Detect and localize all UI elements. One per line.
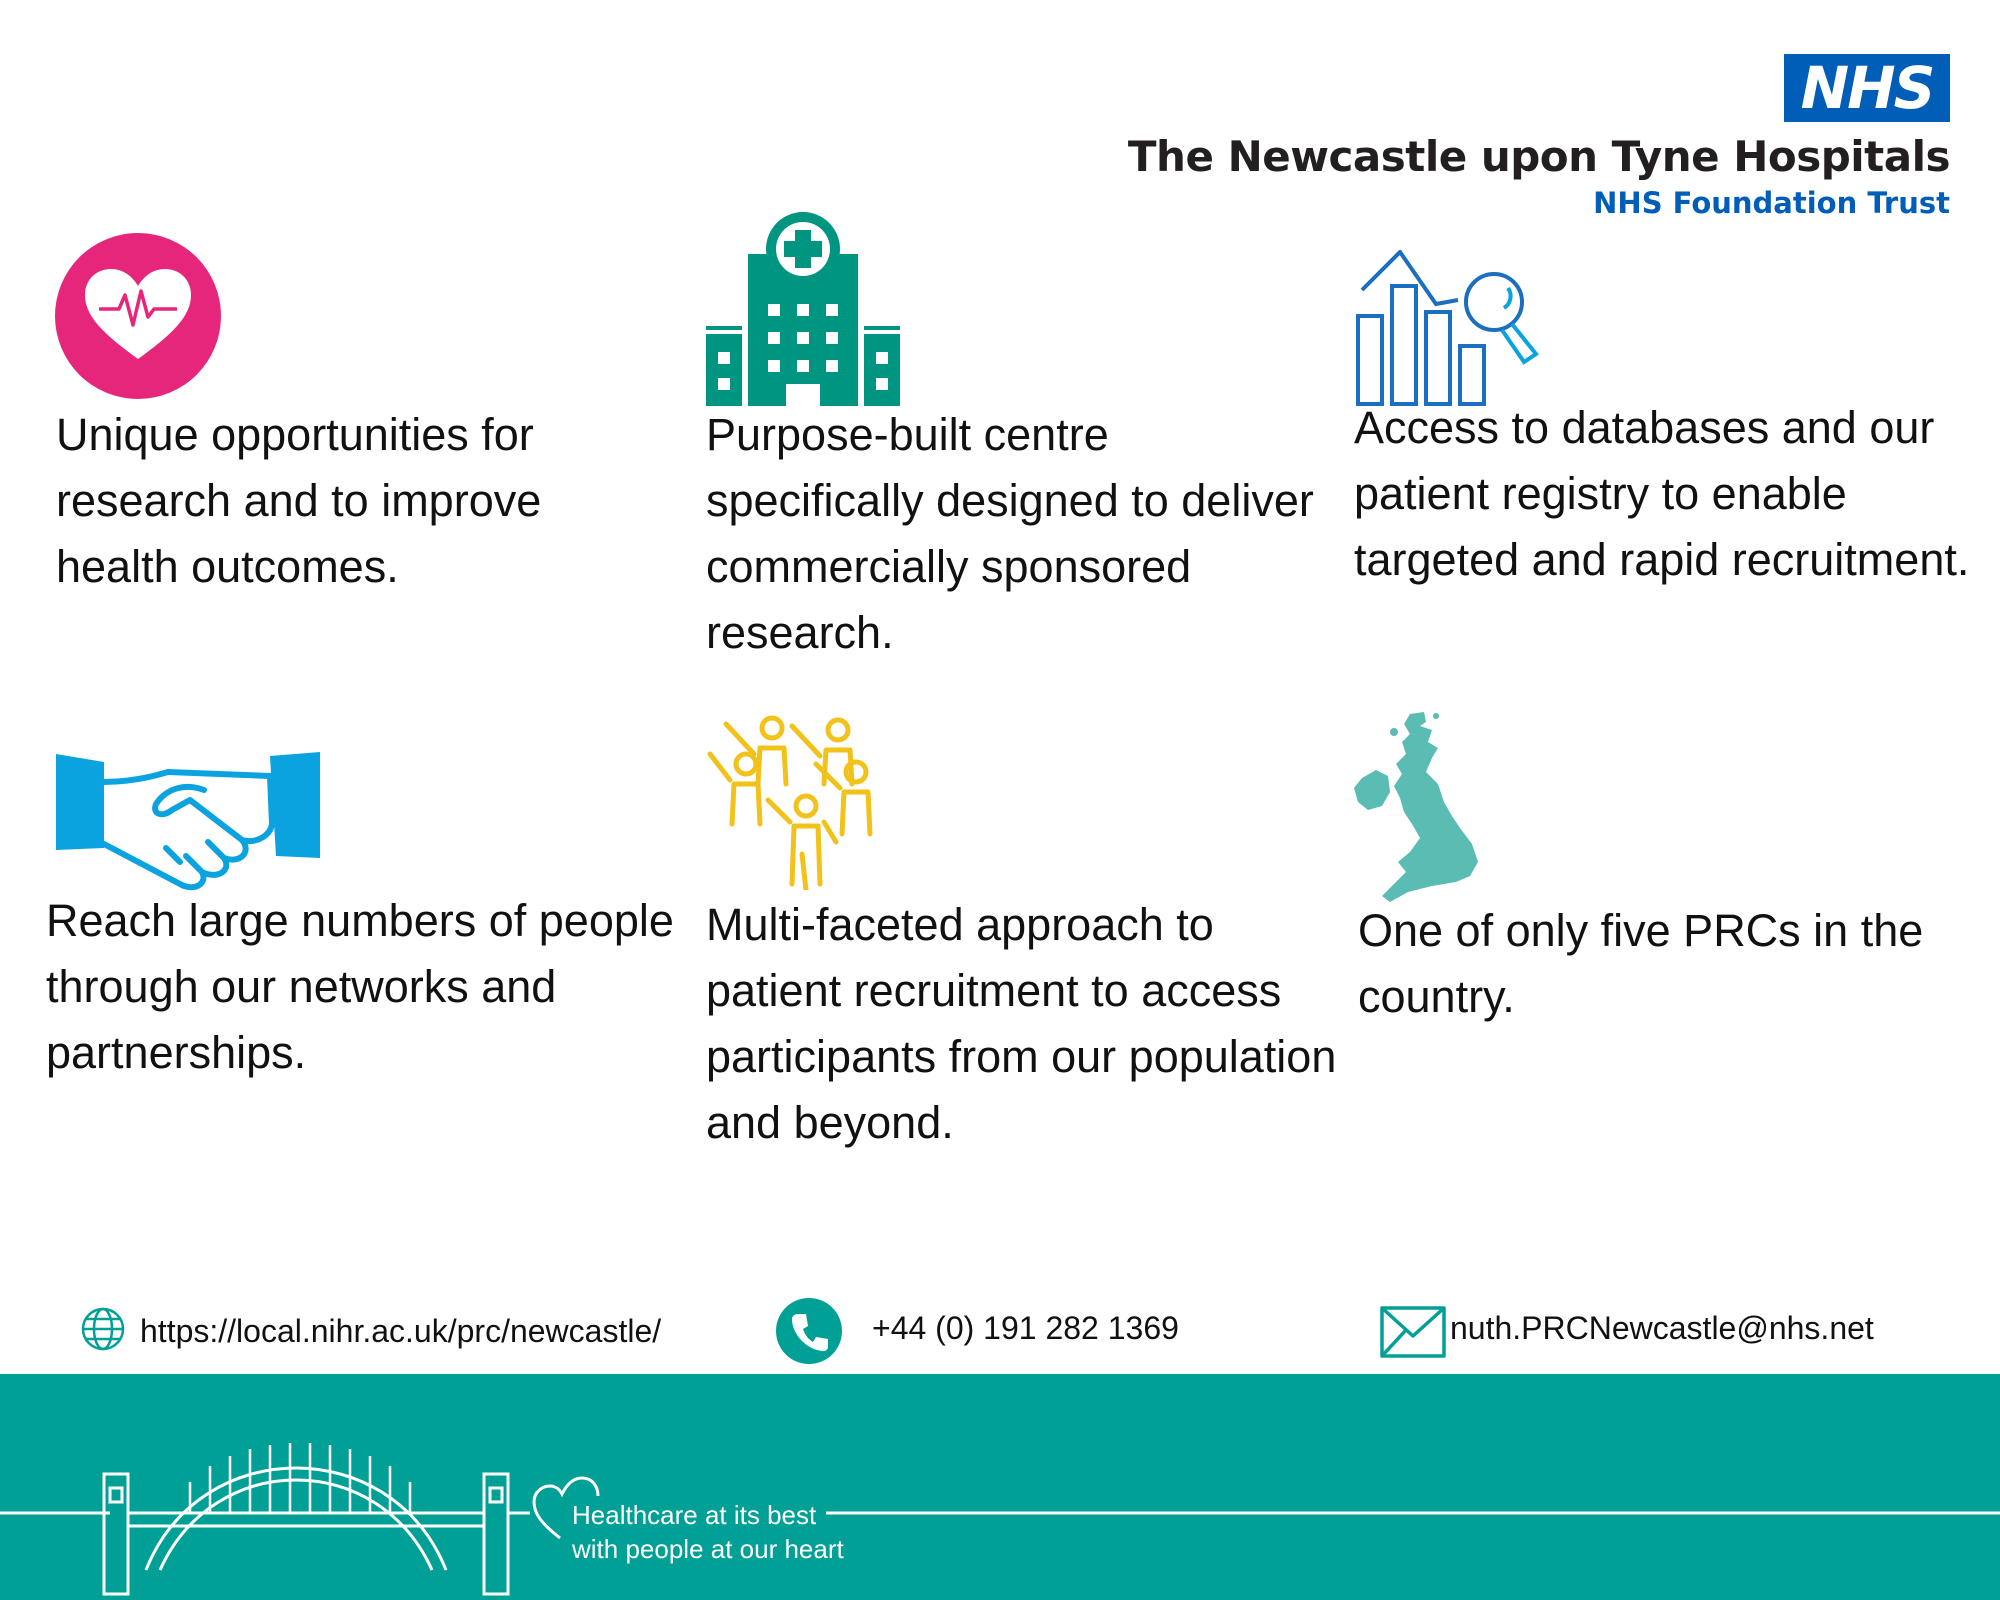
- feature-text-networks: Reach large numbers of people through our networks and partnerships.: [46, 895, 674, 1078]
- phone-icon: [776, 1298, 842, 1364]
- hospital-icon: [706, 212, 900, 406]
- feature-text-research: Unique opportunities for research and to improve health outcomes.: [56, 409, 542, 592]
- tagline-line-2: with people at our heart: [572, 1534, 844, 1564]
- globe-icon: [80, 1306, 126, 1352]
- feature-text-prcs: One of only five PRCs in the country.: [1358, 905, 1924, 1022]
- organisation-name: The Newcastle upon Tyne Hospitals: [1127, 132, 1950, 181]
- email-link[interactable]: nuth.PRCNewcastle@nhs.net: [1450, 1310, 1874, 1346]
- uk-map-icon: [1354, 712, 1480, 906]
- website-link[interactable]: https://local.nihr.ac.uk/prc/newcastle/: [140, 1313, 662, 1349]
- email-icon: [1380, 1306, 1446, 1358]
- nhs-logo-text: NHS: [1800, 54, 1934, 122]
- feature-text-databases: Access to databases and our patient registry to enable targeted and rapid recruitment.: [1354, 402, 1970, 585]
- phone-number[interactable]: +44 (0) 191 282 1369: [872, 1310, 1179, 1346]
- handshake-icon: [56, 752, 322, 894]
- heart-icon: [55, 233, 221, 399]
- people-icon: [706, 714, 880, 890]
- bridge-icon: [0, 1374, 2000, 1600]
- organisation-subtitle: NHS Foundation Trust: [1593, 186, 1950, 220]
- tagline-line-1: Healthcare at its best: [572, 1500, 817, 1530]
- bar-chart-magnifier-icon: [1354, 250, 1544, 406]
- nhs-logo: [1784, 54, 1950, 122]
- feature-text-recruitment: Multi-faceted approach to patient recruitment to access participants from our population and beyond.: [706, 899, 1337, 1148]
- feature-text-centre: Purpose-built centre specifically designed to deliver commercially sponsored research.: [706, 409, 1314, 658]
